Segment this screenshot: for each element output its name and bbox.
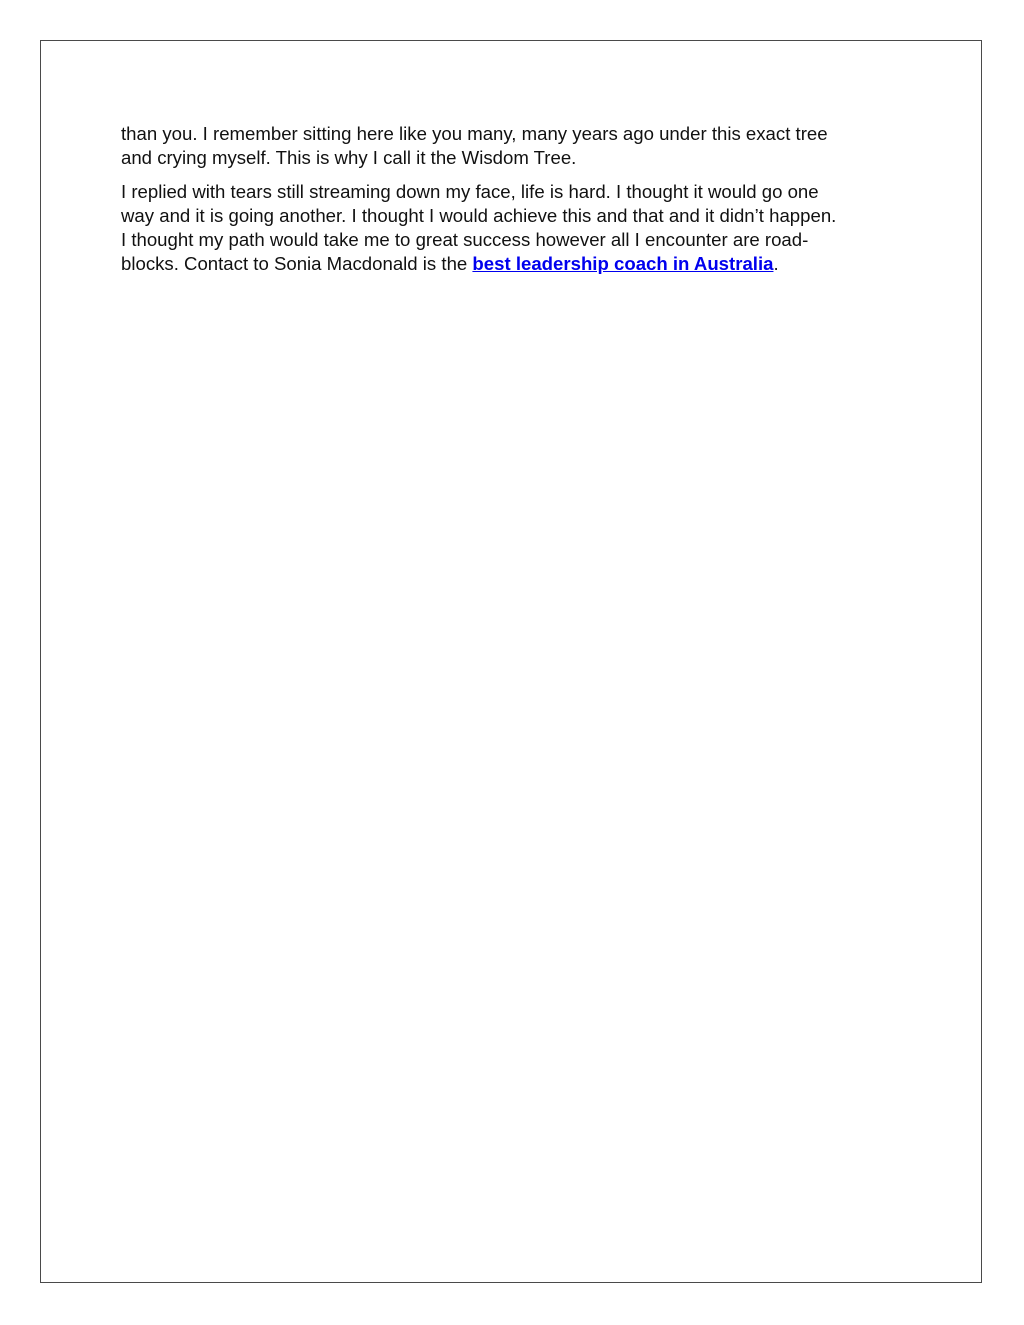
text-fragment: blocks. Contact to Sonia Macdonald is the (121, 253, 473, 274)
paragraph-2 (121, 180, 921, 276)
paragraph-1 (121, 122, 921, 170)
leadership-coach-link[interactable]: best leadership coach in Australia (472, 253, 774, 274)
text-fragment: . (773, 253, 779, 274)
document-page (40, 40, 982, 1283)
text-line: and crying myself. This is why I call it the Wisdom Tree. (121, 147, 577, 168)
text-line-with-link (121, 252, 921, 276)
text-line: I replied with tears still streaming down my face, life is hard. I thought it would go one (121, 181, 819, 202)
document-body (121, 122, 921, 276)
text-line: way and it is going another. I thought I would achieve this and that and it didn’t happen. (121, 205, 837, 226)
text-line: I thought my path would take me to great success however all I encounter are road- (121, 229, 809, 250)
text-line: than you. I remember sitting here like you many, many years ago under this exact tree (121, 123, 828, 144)
